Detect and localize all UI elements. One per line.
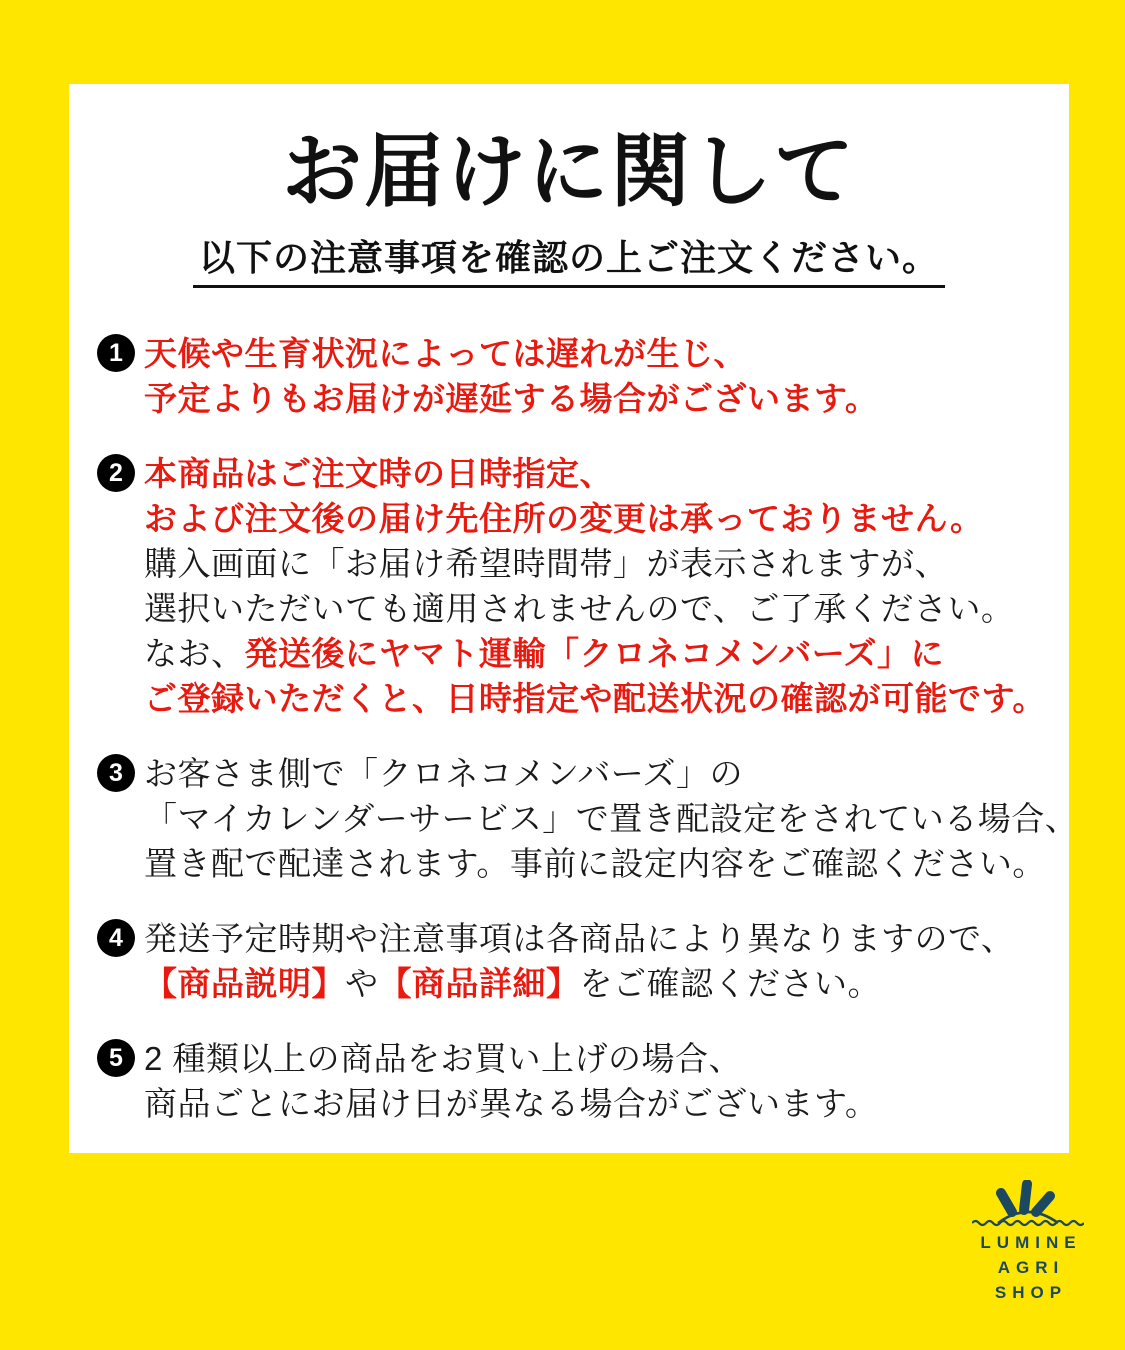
notice-item — [97, 331, 1053, 421]
text-segment: お客さま側で「クロネコメンバーズ」の — [144, 755, 744, 792]
item-line — [144, 796, 1078, 841]
item-lines — [144, 751, 1078, 886]
text-segment: をご確認ください。 — [579, 965, 881, 1002]
item-number-badge: 4 — [97, 919, 135, 957]
text-segment: や — [345, 965, 379, 1002]
notice-items — [69, 331, 1079, 1126]
notice-item — [97, 1036, 1053, 1126]
text-segment: 2 種類以上の商品をお買い上げの場合、 — [144, 1040, 743, 1077]
item-line — [144, 751, 1078, 796]
logo-text-lumine: LUMINE — [980, 1233, 1082, 1252]
logo-text-agri: AGRI — [997, 1258, 1065, 1277]
text-segment: 購入画面に「お届け希望時間帯」が表示されますが、 — [144, 545, 948, 582]
text-segment: および注文後の届け先住所の変更は承っておりません。 — [144, 500, 984, 537]
item-line — [144, 586, 1046, 631]
item-line — [144, 331, 878, 376]
text-segment: なお、 — [144, 635, 245, 672]
logo-text-shop: SHOP — [994, 1283, 1068, 1302]
sprout-hill-icon — [972, 1180, 1084, 1230]
text-segment: 発送後にヤマト運輸「クロネコメンバーズ」に — [244, 635, 945, 672]
notice-item — [97, 916, 1053, 1006]
text-segment: 【商品詳細】 — [378, 965, 580, 1002]
notice-item — [97, 451, 1053, 721]
item-line — [144, 961, 1014, 1006]
subtitle-wrap — [69, 238, 1069, 288]
item-line — [144, 916, 1014, 961]
text-segment: 予定よりもお届けが遅延する場合がございます。 — [144, 380, 879, 417]
item-lines — [144, 331, 878, 421]
item-number-badge: 5 — [97, 1039, 135, 1077]
item-lines — [144, 451, 1046, 721]
item-number-badge: 3 — [97, 754, 135, 792]
item-line — [144, 1036, 878, 1081]
page-subtitle: 以下の注意事項を確認の上ご注文ください。 — [193, 238, 945, 288]
item-lines — [144, 1036, 878, 1126]
page-title: お届けに関して — [282, 127, 856, 216]
text-segment: 選択いただいても適用されませんので、ご了承ください。 — [144, 590, 1015, 627]
item-line — [144, 841, 1078, 886]
item-line — [144, 676, 1046, 721]
item-line — [144, 1081, 878, 1126]
lumine-agri-shop-logo — [964, 1180, 1092, 1305]
text-segment: 発送予定時期や注意事項は各商品により異なりますので、 — [144, 920, 1015, 957]
text-segment: 「マイカレンダーサービス」で置き配設定をされている場合、 — [144, 800, 1079, 837]
item-line — [144, 541, 1046, 586]
notice-card — [69, 84, 1079, 1153]
item-line — [144, 451, 1046, 496]
text-segment: 置き配で配達されます。事前に設定内容をご確認ください。 — [144, 845, 1046, 882]
item-line — [144, 631, 1046, 676]
item-line — [144, 496, 1046, 541]
item-line — [144, 376, 878, 421]
text-segment: 本商品はご注文時の日時指定、 — [144, 455, 613, 492]
item-lines — [144, 916, 1014, 1006]
item-number-badge: 2 — [97, 454, 135, 492]
text-segment: 商品ごとにお届け日が異なる場合がございます。 — [144, 1085, 879, 1122]
notice-item — [97, 751, 1079, 886]
text-segment: 天候や生育状況によっては遅れが生じ、 — [144, 335, 747, 372]
item-number-badge: 1 — [97, 334, 135, 372]
text-segment: 【商品説明】 — [144, 965, 345, 1002]
text-segment: ご登録いただくと、日時指定や配送状況の確認が可能です。 — [144, 680, 1046, 717]
